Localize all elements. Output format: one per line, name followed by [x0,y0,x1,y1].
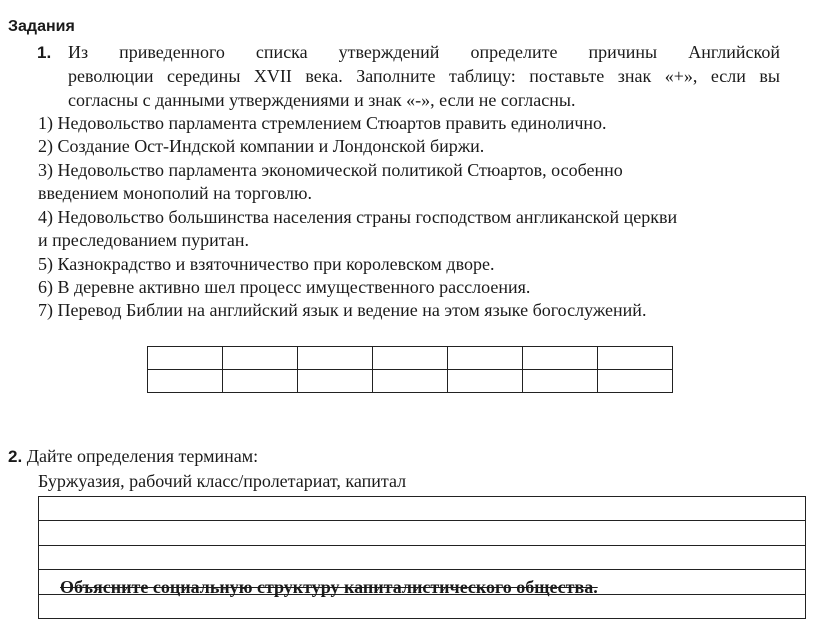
answer-cell[interactable] [373,370,448,393]
answer-table-row-signs [148,370,673,393]
answer-table [147,346,673,393]
task1-text-line-1: Из приведенного списка утверждений определите причины Английской [68,42,780,62]
answer-line [38,520,806,521]
answer-cell[interactable] [598,370,673,393]
answer-cell[interactable] [523,370,598,393]
answer-cell[interactable] [448,347,523,370]
task1-text-line-2: революции середины XVII века. Заполните таблицу: поставьте знак «+», если вы [68,66,780,86]
statement-3-cont: введением монополий на торговлю. [38,183,312,203]
task2-title-text: Дайте определения терминам: [22,446,259,466]
task2-explain-struck: Объясните социальную структуру капиталистического общества. [60,577,598,597]
task1-text-line-3: согласны с данными утверждениями и знак «-», если не согласны. [68,90,576,110]
answer-box-left-border [38,496,39,618]
answer-cell[interactable] [148,347,223,370]
task1-number: 1. [37,43,52,62]
answer-line [38,545,806,546]
statement-4: 4) Недовольство большинства населения страны господством англиканской церкви [38,207,678,227]
answer-cell[interactable] [523,347,598,370]
answer-line [38,618,806,619]
answer-cell[interactable] [148,370,223,393]
statement-2: 2) Создание Ост-Индской компании и Лондонской биржи. [38,136,485,156]
task2-terms: Буржуазия, рабочий класс/пролетариат, капитал [38,471,407,491]
task2-title [8,446,258,467]
tasks-heading: Задания [8,18,75,35]
answer-box-right-border [805,496,806,618]
statement-1: 1) Недовольство парламента стремлением Стюартов править единолично. [38,113,607,133]
answer-line [38,569,806,570]
answer-line [38,496,806,497]
statement-7: 7) Перевод Библии на английский язык и ведение на этом языке богослужений. [38,300,647,320]
statement-3: 3) Недовольство парламента экономической политикой Стюартов, особенно [38,160,623,180]
answer-cell[interactable] [598,347,673,370]
task2-number: 2. [8,447,23,466]
statement-6: 6) В деревне активно шел процесс имущественного расслоения. [38,277,531,297]
answer-cell[interactable] [223,347,298,370]
answer-cell[interactable] [223,370,298,393]
answer-cell[interactable] [448,370,523,393]
answer-cell[interactable] [373,347,448,370]
statement-5: 5) Казнокрадство и взяточничество при королевском дворе. [38,254,495,274]
answer-cell[interactable] [298,370,373,393]
answer-table-row-numbers [148,347,673,370]
statement-4-cont: и преследованием пуритан. [38,230,249,250]
answer-cell[interactable] [298,347,373,370]
